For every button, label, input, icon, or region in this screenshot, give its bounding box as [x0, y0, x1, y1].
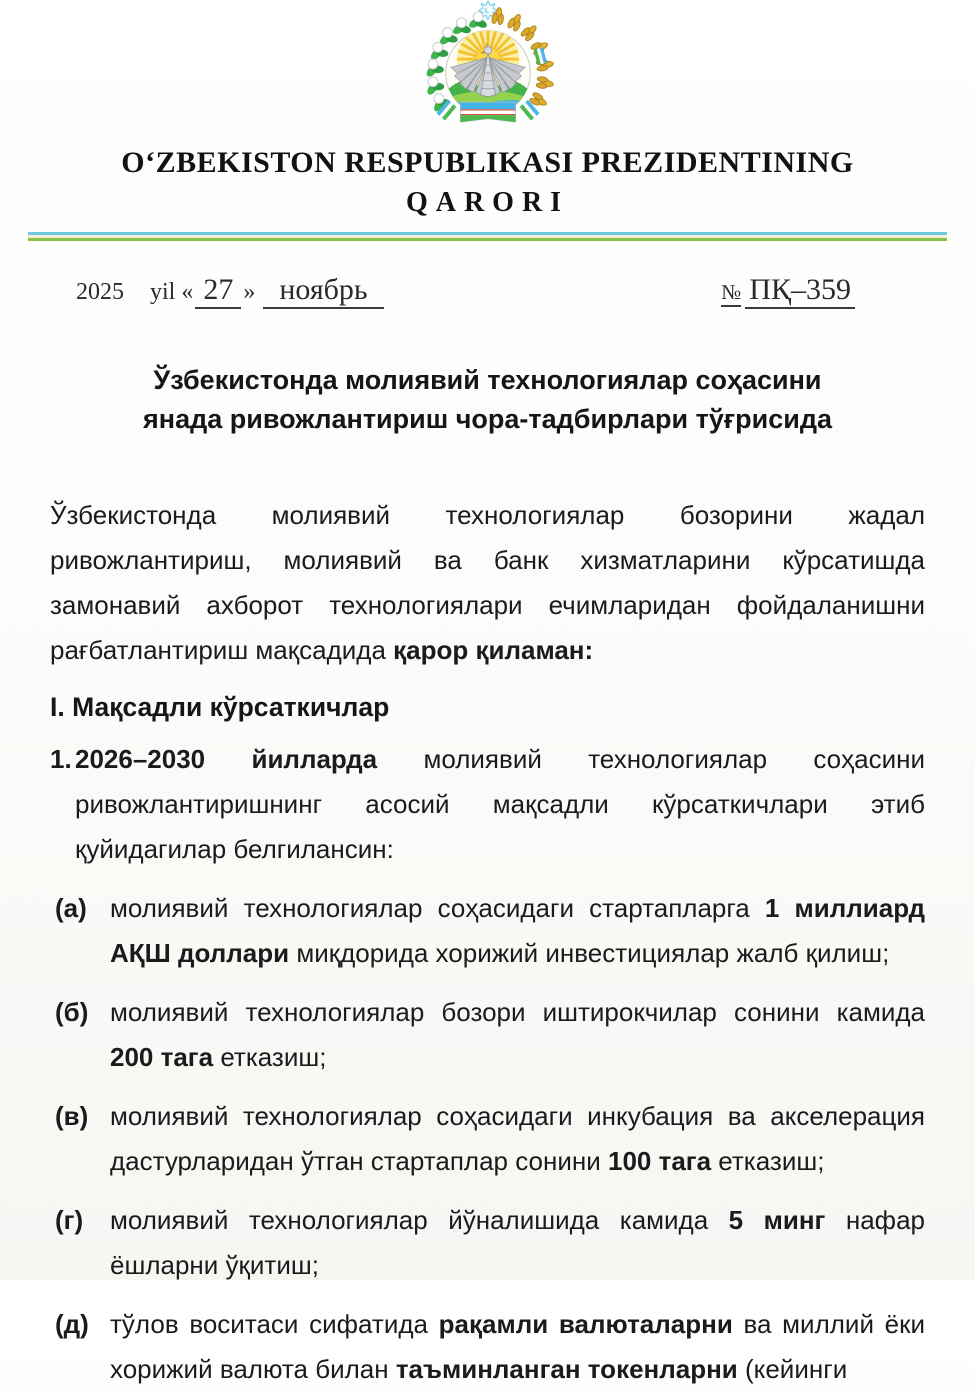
section-heading: I. Мақсадли кўрсаткичлар — [50, 692, 390, 722]
item-text: молиявий технологиялар бозори иштирокчилар сонини камида 200 тага етказиш; — [110, 997, 925, 1072]
flag-ribbon — [460, 102, 515, 123]
item-marker: (д) — [55, 1309, 89, 1339]
flag-stripe-divider — [28, 232, 947, 241]
intro-paragraph: Ўзбекистонда молиявий технологиялар бозорини жадал ривожлантириш, молиявий ва банк хизматларини кўрсатишда замонавий ахборот технологиялари ечимларидан фойдаланишни рағбатлантириш мақсадида қарор қиламан: — [50, 500, 925, 665]
item-marker: (а) — [55, 893, 87, 923]
item-text: молиявий технологиялар йўналишида камида 5 минг нафар ёшларни ўқитиш; — [110, 1205, 925, 1280]
date-close-quote: » — [243, 279, 256, 305]
item-marker: 1. — [50, 744, 72, 774]
decree-item-a — [55, 886, 925, 976]
item-marker: (б) — [55, 997, 89, 1027]
date-year: 2025 — [76, 279, 124, 305]
date-label: yil — [150, 279, 182, 305]
item-marker: (г) — [55, 1205, 84, 1235]
org-name: O‘ZBEKISTON RESPUBLIKASI PREZIDENTINING — [121, 146, 854, 179]
number-symbol: № — [721, 280, 741, 307]
document-number — [721, 273, 855, 309]
date-open-quote: « — [181, 279, 194, 305]
date-month: ноябрь — [263, 273, 383, 309]
date-day: 27 — [195, 273, 241, 309]
item-text: молиявий технологиялар соҳасидаги инкубация ва акселерация дастурларидан ўтган стартаплар сонини 100 тага етказиш; — [110, 1101, 925, 1176]
uzbekistan-emblem-icon — [370, 0, 606, 134]
date-and-number-row — [76, 273, 855, 309]
item-marker: (в) — [55, 1101, 89, 1131]
doc-type-title: QARORI — [405, 187, 570, 218]
date-line — [76, 273, 384, 309]
document-title-line1: Ўзбекистонда молиявий технологиялар соҳасини — [153, 365, 822, 395]
item-text: 2026–2030 йилларда молиявий технологиялар соҳасини ривожлантиришнинг асосий мақсадли кўрсаткичлари этиб қуйидагилар белгилансин: — [75, 744, 925, 864]
document-title — [120, 361, 855, 439]
decree-item-b — [55, 990, 925, 1080]
decree-item-1 — [50, 737, 925, 872]
decree-item-v — [55, 1094, 925, 1184]
item-text: молиявий технологиялар соҳасидаги стартапларга 1 миллиард АҚШ доллари миқдорида хорижий инвестициялар жалб қилиш; — [110, 893, 925, 968]
item-text: тўлов воситаси сифатида рақамли валюталарни ва миллий ёки хорижий валюта билан таъминланган токенларни (кейинги — [110, 1309, 926, 1384]
decree-item-g — [55, 1198, 925, 1288]
document-title-line2: янада ривожлантириш чора-тадбирлари тўғрисида — [143, 404, 832, 434]
number-value: ПҚ–359 — [745, 273, 855, 309]
decree-item-d — [55, 1302, 925, 1392]
